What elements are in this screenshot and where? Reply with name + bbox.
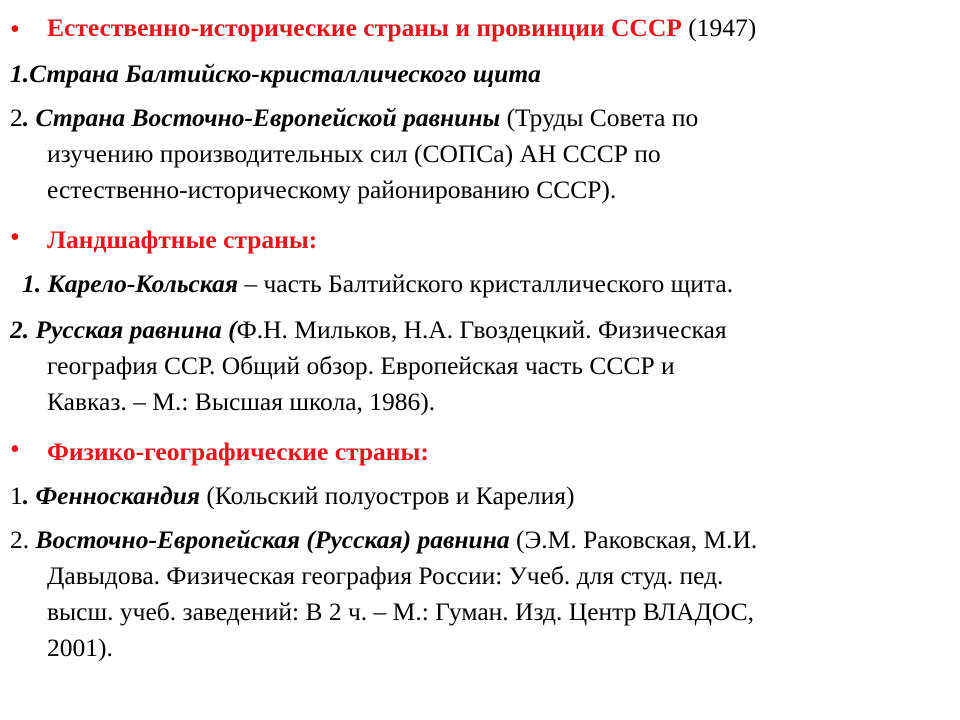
item-text: (Труды Совета по xyxy=(500,103,699,132)
list-item-6-line-3: высш. учеб. заведений: В 2 ч. – М.: Гуман. Изд. Центр ВЛАДОС, xyxy=(47,597,754,626)
list-item-4-line-1 xyxy=(10,312,727,348)
list-item-3 xyxy=(22,266,733,302)
item-number: 2. xyxy=(10,525,36,554)
item-bold-text: Восточно-Европейская (Русская) равнина xyxy=(35,525,510,554)
list-item-2-line-1 xyxy=(10,100,698,136)
list-item-2-line-3: естественно-историческому районированию СССР). xyxy=(47,175,617,204)
heading-year: (1947) xyxy=(681,13,757,42)
item-bold-text: . Страна Восточно-Европейской равнины xyxy=(22,103,501,132)
item-text: Ф.Н. Мильков, Н.А. Гвоздецкий. Физическая xyxy=(236,315,727,344)
item-text: Страна Балтийско-кристаллического щита xyxy=(29,59,541,88)
item-text: – часть Балтийского кристаллического щита. xyxy=(237,269,734,298)
list-item-4-line-2: география ССР. Общий обзор. Европейская часть СССР и xyxy=(47,351,675,380)
heading-text: Естественно-исторические страны и провинции СССР xyxy=(47,13,682,42)
item-number: 1 xyxy=(10,481,23,510)
section-heading-2: Ландшафтные страны: xyxy=(47,225,318,254)
item-bold-text: 2. Русская равнина ( xyxy=(10,315,237,344)
item-bold-text: 1. Карело-Кольская xyxy=(22,269,238,298)
list-item-2-line-2: изучению производительных сил (СОПСа) АН СССР по xyxy=(47,139,661,168)
list-item-5 xyxy=(10,478,574,514)
bullet-icon: • xyxy=(10,222,20,253)
list-item-4-line-3: Кавказ. – М.: Высшая школа, 1986). xyxy=(47,387,436,416)
item-number: 1. xyxy=(10,59,30,88)
section-heading-3: Физико-географические страны: xyxy=(47,437,429,466)
list-item-1 xyxy=(10,56,541,92)
item-bold-text: . Фенноскандия xyxy=(22,481,201,510)
bullet-icon: • xyxy=(10,434,20,465)
item-text: (Кольский полуостров и Карелия) xyxy=(200,481,575,510)
item-number: 2 xyxy=(10,103,23,132)
list-item-6-line-1 xyxy=(10,522,757,558)
item-text: (Э.М. Раковская, М.И. xyxy=(509,525,758,554)
list-item-6-line-4: 2001). xyxy=(47,633,113,662)
bullet-icon: • xyxy=(10,14,20,45)
section-heading-1 xyxy=(47,10,756,46)
list-item-6-line-2: Давыдова. Физическая география России: Учеб. для студ. пед. xyxy=(47,561,724,590)
